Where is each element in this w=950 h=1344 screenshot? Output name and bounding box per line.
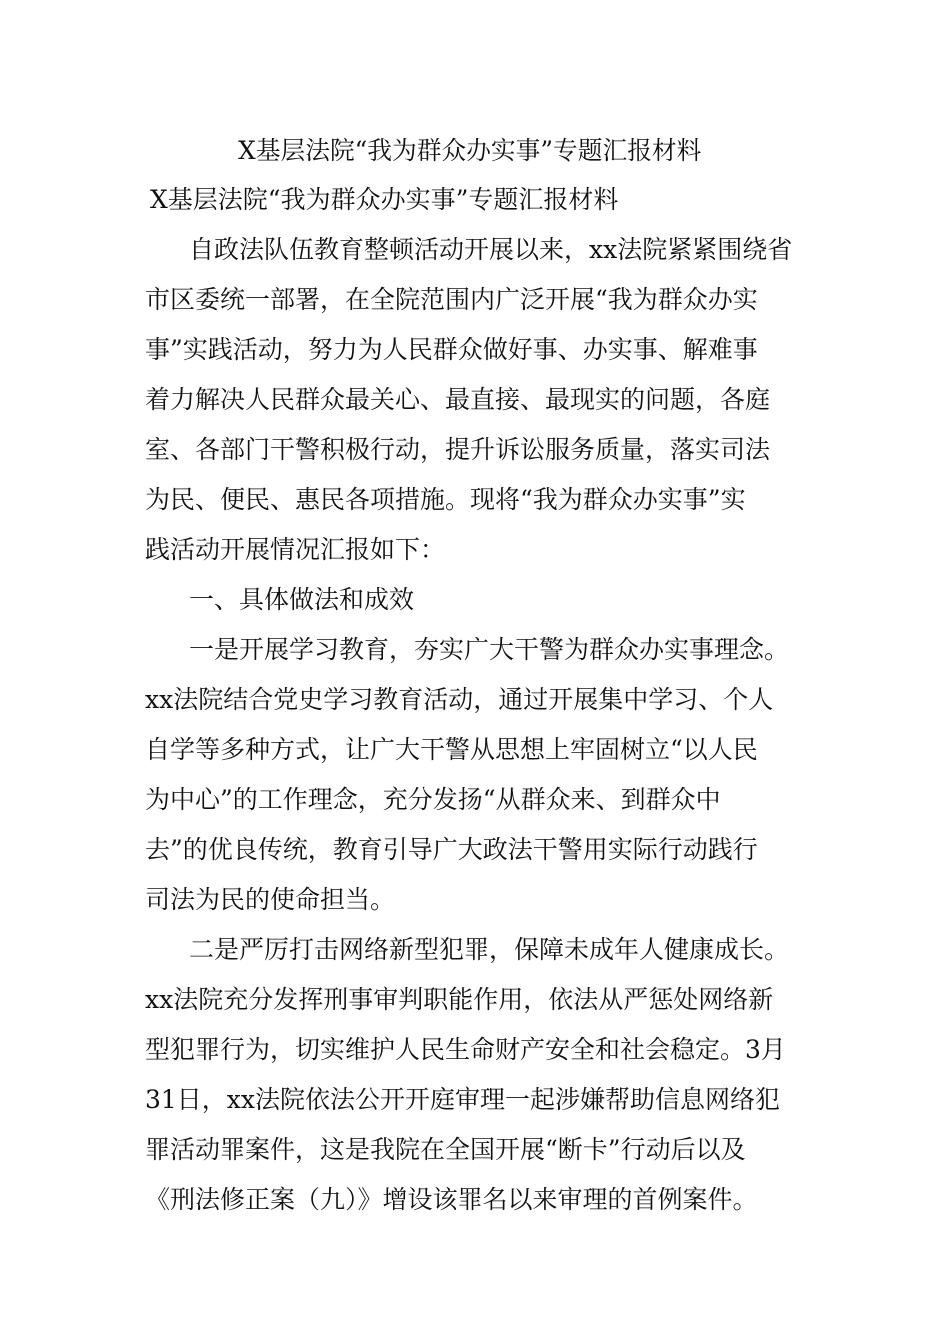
paragraph-line: 事”实践活动，努力为人民群众做好事、办实事、解难事 <box>145 335 758 364</box>
paragraph-line: 为中心”的工作理念，充分发扬“从群众来、到群众中 <box>145 785 721 814</box>
paragraph-line: 一是开展学习教育，夯实广大干警为群众办实事理念。 <box>189 635 790 664</box>
paragraph-line: 着力解决人民群众最关心、最直接、最现实的问题，各庭 <box>145 385 771 414</box>
section-heading: 一、具体做法和成效 <box>189 585 415 614</box>
paragraph-line: 自政法队伍教育整顿活动开展以来，xx法院紧紧围绕省 <box>189 235 793 264</box>
document-subtitle: X基层法院“我为群众办实事”专题汇报材料 <box>150 185 619 214</box>
paragraph-line: 型犯罪行为，切实维护人民生命财产安全和社会稳定。3月 <box>145 1035 786 1064</box>
paragraph-line: xx法院结合党史学习教育活动，通过开展集中学习、个人 <box>145 685 774 714</box>
paragraph-line: 去”的优良传统，教育引导广大政法干警用实际行动践行 <box>145 835 758 864</box>
document-title: X基层法院“我为群众办实事”专题汇报材料 <box>238 136 702 165</box>
paragraph-line: 市区委统一部署，在全院范围内广泛开展“我为群众办实 <box>145 285 758 314</box>
paragraph-line: 31日，xx法院依法公开开庭审理一起涉嫌帮助信息网络犯 <box>145 1085 781 1114</box>
paragraph-line: 《刑法修正案（九）》增设该罪名以来审理的首例案件。 <box>145 1185 758 1214</box>
paragraph-line: 室、各部门干警积极行动，提升诉讼服务质量，落实司法 <box>145 435 771 464</box>
paragraph-line: 为民、便民、惠民各项措施。现将“我为群众办实事”实 <box>145 485 746 514</box>
paragraph-line: 自学等多种方式，让广大干警从思想上牢固树立“以人民 <box>145 735 758 764</box>
paragraph-line: xx法院充分发挥刑事审判职能作用，依法从严惩处网络新 <box>145 985 774 1014</box>
paragraph-line: 践活动开展情况汇报如下： <box>145 535 446 564</box>
paragraph-line: 罪活动罪案件，这是我院在全国开展“断卡”行动后以及 <box>145 1135 746 1164</box>
paragraph-line: 司法为民的使命担当。 <box>145 885 396 914</box>
paragraph-line: 二是严厉打击网络新型犯罪，保障未成年人健康成长。 <box>189 935 790 964</box>
